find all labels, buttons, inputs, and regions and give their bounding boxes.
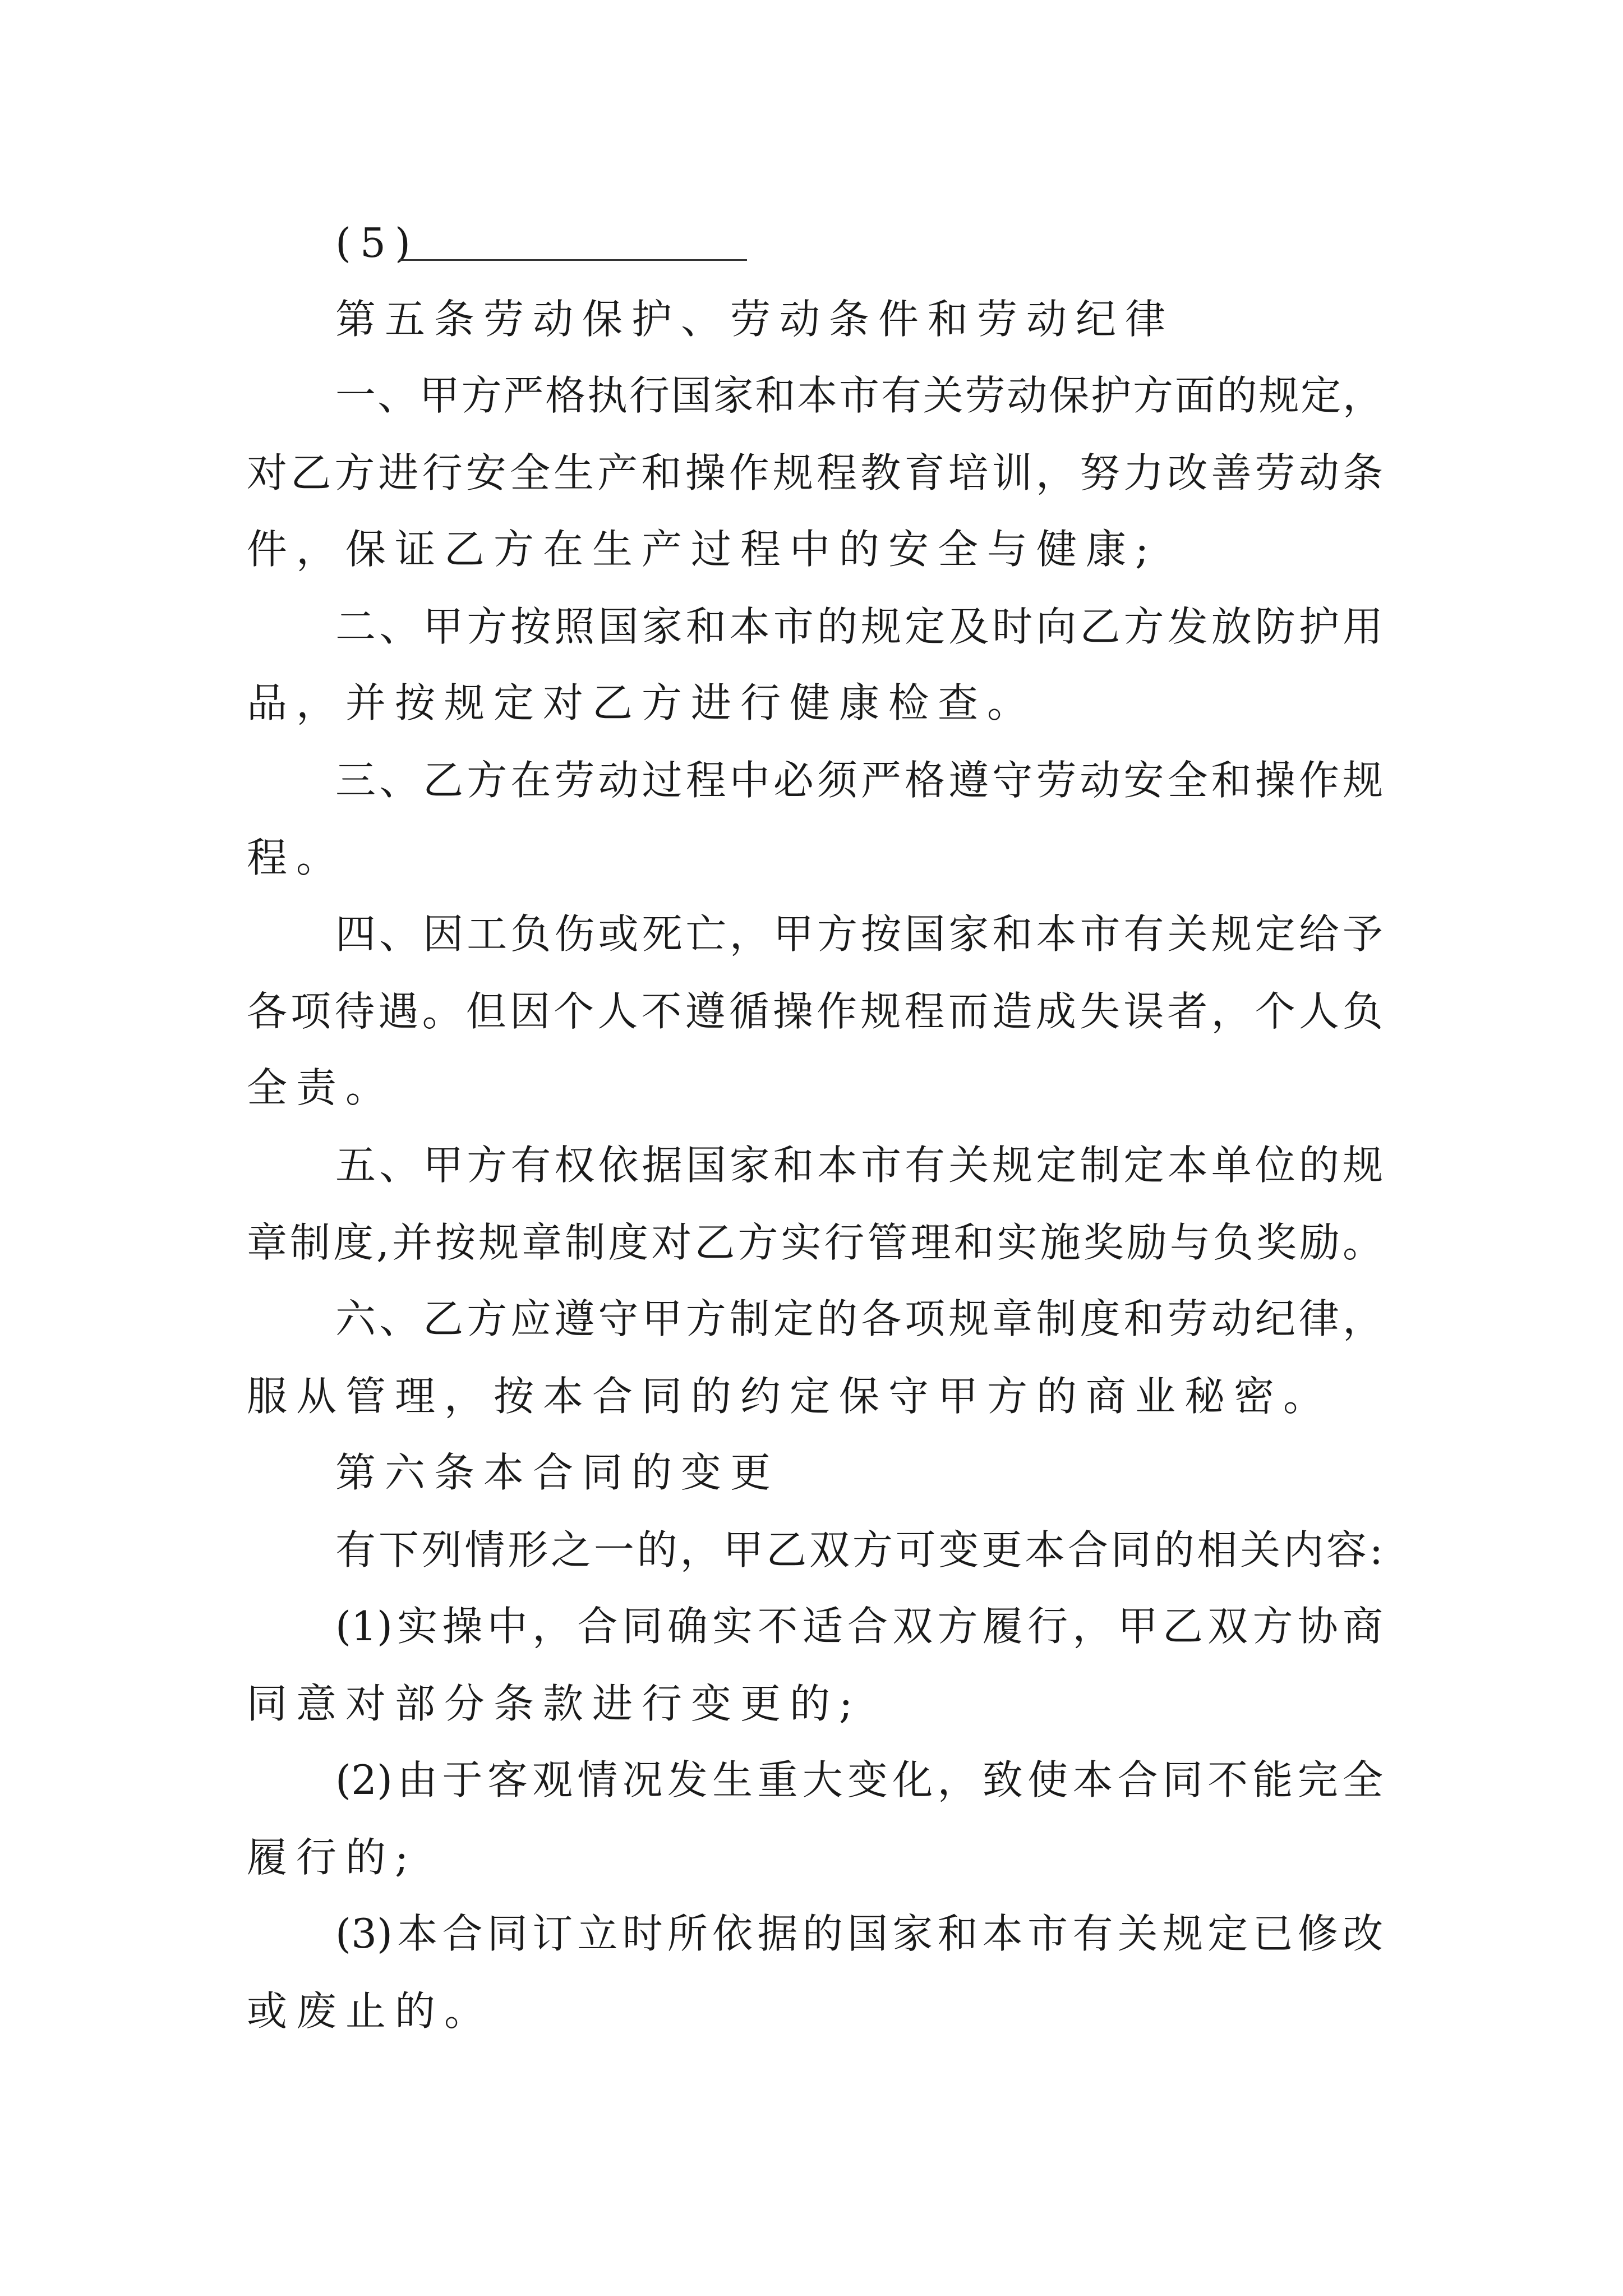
paragraph-2-line-2: 品，并按规定对乙方进行健康检查。	[247, 679, 1037, 726]
section-5-title: 第五条劳动保护、劳动条件和劳动纪律	[335, 296, 1175, 343]
paragraph-2-line-1: 二、甲方按照国家和本市的规定及时向乙方发放防护用	[335, 603, 1383, 650]
fill-in-blank-line	[399, 259, 747, 261]
section-6-item-2-line-2: 履行的;	[247, 1834, 418, 1881]
section-6-item-1-line-1: (1)实操中，合同确实不适合双方履行，甲乙双方协商	[335, 1603, 1383, 1650]
section-6-item-3-line-1: (3)本合同订立时所依据的国家和本市有关规定已修改	[335, 1910, 1383, 1957]
paragraph-1-line-1: 一、甲方严格执行国家和本市有关劳动保护方面的规定，	[335, 372, 1383, 419]
paragraph-4-line-3: 全责。	[247, 1064, 395, 1111]
section-6-item-2-line-1: (2)由于客观情况发生重大变化，致使本合同不能完全	[335, 1756, 1383, 1803]
item-5-label: (5)	[335, 219, 419, 266]
section-6-title: 第六条本合同的变更	[335, 1449, 780, 1496]
section-6-item-1-line-2: 同意对部分条款进行变更的;	[247, 1680, 862, 1727]
paragraph-1-line-3: 件，保证乙方在生产过程中的安全与健康;	[247, 526, 1158, 573]
paragraph-1-line-2: 对乙方进行安全生产和操作规程教育培训，努力改善劳动条	[247, 449, 1383, 496]
paragraph-5-line-2: 章制度,并按规章制度对乙方实行管理和实施奖励与负奖励。	[247, 1219, 1383, 1266]
paragraph-6-line-1: 六、乙方应遵守甲方制定的各项规章制度和劳动纪律，	[335, 1295, 1383, 1342]
paragraph-4-line-2: 各项待遇。但因个人不遵循操作规程而造成失误者，个人负	[247, 988, 1383, 1035]
paragraph-6-line-2: 服从管理，按本合同的约定保守甲方的商业秘密。	[247, 1373, 1333, 1420]
paragraph-5-line-1: 五、甲方有权依据国家和本市有关规定制定本单位的规	[335, 1142, 1383, 1189]
paragraph-3-line-1: 三、乙方在劳动过程中必须严格遵守劳动安全和操作规	[335, 757, 1383, 804]
paragraph-4-line-1: 四、因工负伤或死亡，甲方按国家和本市有关规定给予	[335, 910, 1383, 958]
section-6-item-3-line-2: 或废止的。	[247, 1987, 494, 2035]
section-6-intro: 有下列情形之一的，甲乙双方可变更本合同的相关内容:	[335, 1526, 1383, 1573]
paragraph-3-line-2: 程。	[247, 834, 346, 881]
